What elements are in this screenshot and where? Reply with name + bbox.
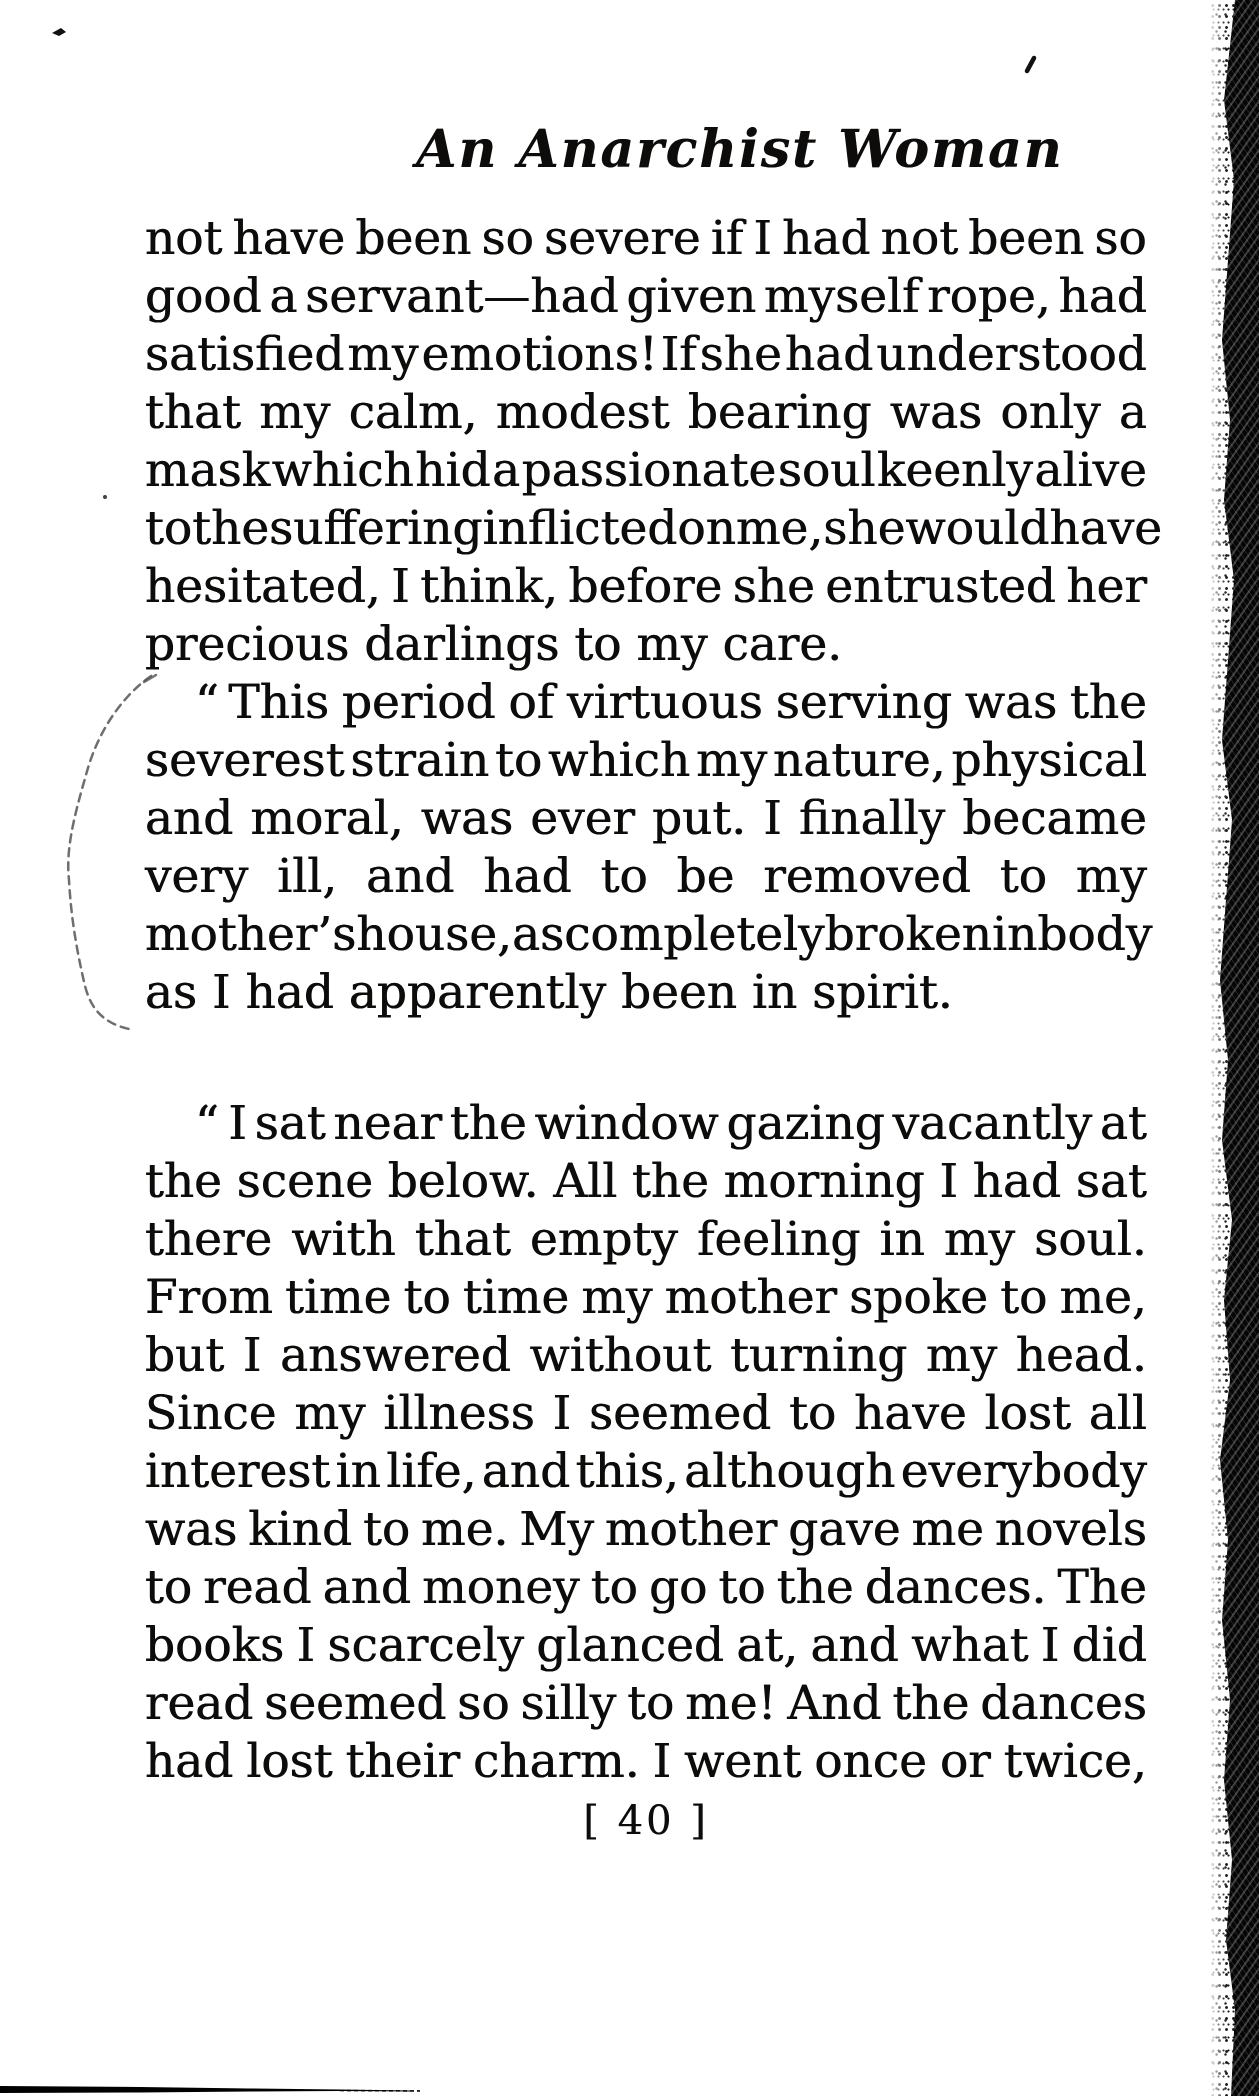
word: hesitated, [145,559,381,614]
word: the [145,1154,222,1209]
word: had [972,1154,1062,1209]
word: she [823,501,906,556]
paragraph [145,1095,1147,1791]
text-line [145,1327,1147,1385]
ink-speck-top-right-icon [1027,58,1034,71]
page-number: [ 40 ] [583,1798,709,1844]
word: good [145,269,262,324]
word: to [718,1560,766,1615]
word: only [1000,385,1101,440]
word: ill, [277,849,338,904]
word: had [782,211,871,266]
word: morning [723,1154,925,1209]
word: had [1058,269,1147,324]
word: she [699,327,782,382]
word: to [627,1676,675,1731]
text-line [145,848,1147,906]
word: sat [1075,1154,1147,1209]
word: although [684,1444,896,1499]
word: once [814,1734,928,1789]
word: The [1057,1560,1147,1615]
word: at, [736,1618,799,1673]
word: rope, [927,269,1051,324]
text-line: as I had apparently been in spirit. [145,965,953,1020]
word: strain [350,733,490,788]
text-line [145,442,1147,500]
word: before [568,559,723,614]
word: the [449,1096,527,1151]
text-line [145,1675,1147,1733]
word: serving [775,675,953,730]
word: dances [980,1676,1147,1731]
word: read [203,1560,312,1615]
word: completely [564,907,825,962]
word: as [512,907,565,962]
text-line [145,558,1147,616]
word: go [649,1560,708,1615]
word: empty [530,1212,678,1267]
word: illness [383,1386,535,1441]
word: to [145,501,193,556]
word: and [145,791,234,846]
word: to [789,1386,837,1441]
text-line [145,1153,1147,1211]
word: feeling [697,1212,861,1267]
word: was [889,385,983,440]
word: the [1070,675,1147,730]
word: a [1118,385,1147,440]
word: went [684,1734,802,1789]
word: me. [421,1502,509,1557]
word: my [696,733,768,788]
word: to [590,1560,638,1615]
word: was [964,675,1058,730]
word: my [926,1328,998,1383]
text-column [145,210,1163,1791]
word: time [462,1270,570,1325]
word: which [271,443,414,498]
word: soul. [1034,1212,1147,1267]
word: spoke [849,1270,989,1325]
word: what [911,1618,1029,1673]
text-line [145,1269,1147,1327]
word: have [1049,501,1163,556]
word: to [600,849,648,904]
word: mother’s [145,907,357,962]
text-line [145,732,1147,790]
word: sat [254,1096,326,1151]
word: seemed [264,1676,447,1731]
word: My [519,1502,595,1557]
word: with [291,1212,396,1267]
text-line: precious darlings to my care. [145,617,843,672]
word: be [676,849,735,904]
text-line [145,384,1147,442]
word: inflicted [482,501,678,556]
ink-speck-left-margin-icon [103,495,107,499]
word: in [879,1212,925,1267]
word: near [333,1096,443,1151]
word: turning [730,1328,908,1383]
word: silly [520,1676,617,1731]
word: house, [356,907,513,962]
text-line [145,1733,1147,1791]
word: given [626,269,757,324]
word: money [422,1560,580,1615]
word: kind [248,1502,353,1557]
text-line [145,1617,1147,1675]
word: so [1094,211,1147,266]
word: to [363,1502,411,1557]
word: interest [145,1444,331,1499]
word: seemed [589,1386,772,1441]
ink-speck-top-left-icon [52,28,66,36]
word: nature, [773,733,946,788]
word: charm. [473,1734,640,1789]
word: not [145,211,223,266]
word: dances. [864,1560,1047,1615]
word: became [962,791,1147,846]
word: bearing [687,385,872,440]
word: my [581,1270,653,1325]
word: mother [604,1502,778,1557]
word: my [1075,849,1147,904]
word: a [269,269,298,324]
word: “ I [195,1096,247,1151]
word: had [784,327,874,382]
word: so [481,211,534,266]
word: was [420,791,514,846]
word: to [999,849,1048,904]
word: passionate [521,443,777,498]
word: my [347,327,419,382]
word: there [145,1212,273,1267]
word: scarcely [327,1618,525,1673]
word: alive [1034,443,1147,498]
word: I [763,791,782,846]
word: to [495,733,543,788]
text-line [145,1095,1147,1153]
word: twice, [1003,1734,1147,1789]
word: of [508,675,555,730]
word: answered [280,1328,511,1383]
word: been [968,211,1085,266]
word: and [481,1444,571,1499]
word: virtuous [567,675,763,730]
word: time [285,1270,392,1325]
word: And [787,1676,882,1731]
word: the [892,1676,970,1731]
word: my [294,1386,366,1441]
word: head. [1015,1328,1147,1383]
word: had [483,849,572,904]
word: emotions! [421,327,658,382]
word: me, [1059,1270,1147,1325]
word: ever [530,791,635,846]
word: lost [246,1734,333,1789]
word: modest [495,385,670,440]
word: a [492,443,521,498]
word: life, [386,1444,477,1499]
word: hid [415,443,491,498]
text-line [145,500,1163,558]
word: I [391,559,410,614]
word: to [1000,1270,1048,1325]
word: severe [544,211,701,266]
paragraph [145,210,1163,674]
word: so [457,1676,510,1731]
word: All [553,1154,618,1209]
word: at [1100,1096,1147,1151]
word: but [145,1328,225,1383]
word: have [232,211,346,266]
word: put. [652,791,747,846]
word: suffering [269,501,483,556]
word: their [345,1734,461,1789]
word: physical [951,733,1147,788]
text-line [145,674,1147,732]
word: I [242,1328,262,1383]
word: Since [145,1386,277,1441]
margin-pencil-bracket-mark [68,675,156,1029]
word: my [944,1212,1016,1267]
word: servant—had [305,269,619,324]
word: severest [145,733,345,788]
word: I [939,1154,959,1209]
word: If [660,327,697,382]
word: glanced [536,1618,725,1673]
word: I [652,1734,672,1789]
text-line [145,268,1147,326]
word: novels [994,1502,1147,1557]
text-line [145,906,1153,964]
word: finally [798,791,946,846]
word: was [145,1502,238,1557]
word: From [145,1270,273,1325]
word: and [810,1618,899,1673]
text-line [145,1443,1147,1501]
text-line [145,1385,1147,1443]
word: gave [788,1502,901,1557]
word: this, [575,1444,679,1499]
word: did [1071,1618,1147,1673]
word: the [632,1154,710,1209]
word: in [335,1444,381,1499]
word: me [911,1502,984,1557]
word: me, [736,501,824,556]
word: on [677,501,736,556]
word: I [552,1386,572,1441]
word: been [355,211,472,266]
word: removed [763,849,971,904]
word: all [1088,1386,1147,1441]
word: calm, [348,385,478,440]
word: myself [764,269,920,324]
word: books [145,1618,285,1673]
word: scene [236,1154,374,1209]
word: entrusted [825,559,1057,614]
word: soul [777,443,876,498]
word: keenly [877,443,1034,498]
word: not [880,211,959,266]
word: very [145,849,249,904]
word: understood [876,327,1147,382]
text-line [145,790,1147,848]
word: broken [824,907,993,962]
word: which [548,733,691,788]
text-line [145,1559,1147,1617]
word: in [992,907,1038,962]
word: had [145,1734,234,1789]
word: without [529,1328,712,1383]
word: if [710,211,744,266]
word: that [414,1212,511,1267]
paragraph [145,674,1153,1022]
word: window [534,1096,719,1151]
word: or [939,1734,991,1789]
word: to [403,1270,451,1325]
word: lost [984,1386,1071,1441]
word: read [145,1676,254,1731]
text-line [145,1211,1147,1269]
word: satisfied [145,327,345,382]
word: to [145,1560,193,1615]
word: mask [145,443,271,498]
word: everybody [900,1444,1147,1499]
word: the [192,501,270,556]
word: she [732,559,815,614]
text-line [145,326,1147,384]
word: period [341,675,496,730]
word: think, [420,559,559,614]
running-header-title: An Anarchist Woman [416,119,1064,180]
word: I [1040,1618,1060,1673]
word: have [854,1386,967,1441]
word: that [145,385,242,440]
word: mother [664,1270,838,1325]
scan-edge-line [0,2086,420,2093]
word: I [296,1618,316,1673]
word: the [776,1560,854,1615]
word: me! [685,1676,777,1731]
word: gazing [726,1096,885,1151]
word: and [366,849,455,904]
word: moral, [250,791,404,846]
word: her [1066,559,1147,614]
text-line [145,210,1147,268]
word: “ This [195,675,330,730]
word: would [905,501,1050,556]
text-line [145,1501,1147,1559]
word: below. [387,1154,539,1209]
word: and [322,1560,412,1615]
word: my [259,385,331,440]
word: vacantly [892,1096,1093,1151]
word: I [753,211,773,266]
word: body [1037,907,1153,962]
